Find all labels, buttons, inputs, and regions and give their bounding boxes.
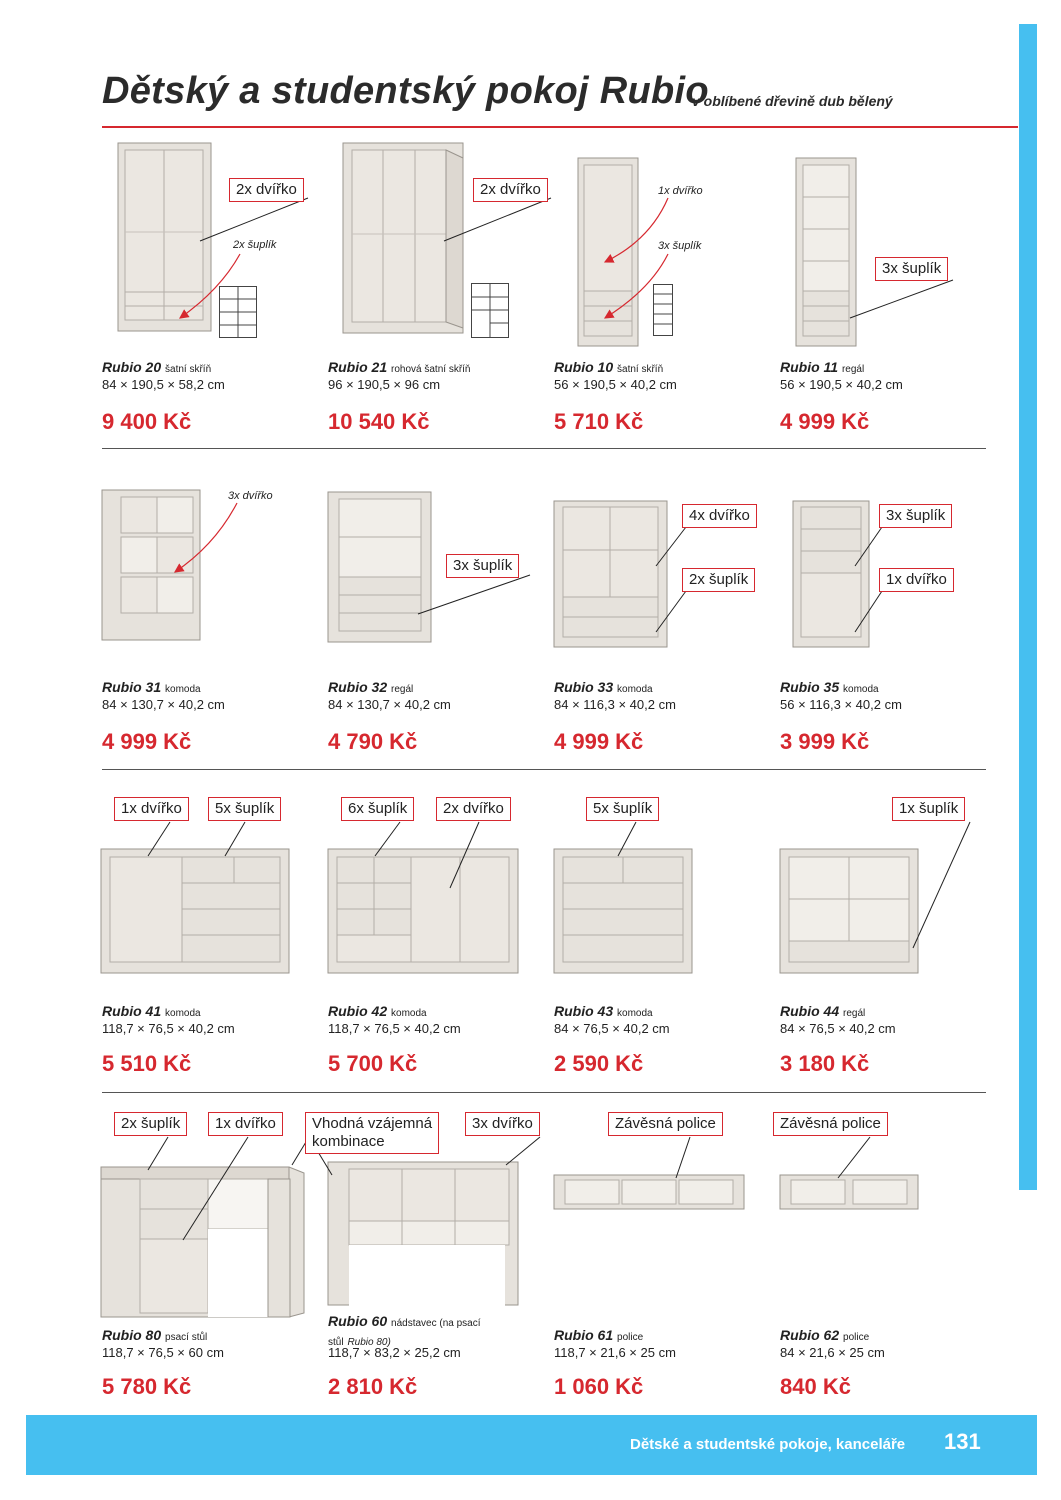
rubio-61-image xyxy=(553,1174,745,1210)
product-model: Rubio 44 xyxy=(780,1003,840,1019)
note-drawers: 2x šuplík xyxy=(233,239,277,251)
product-type: šatní skříň xyxy=(617,364,664,375)
product-price: 5 700 Kč xyxy=(328,1051,418,1076)
callout-combination-line1: Vhodná vzájemná xyxy=(312,1115,433,1132)
row-separator xyxy=(102,769,986,770)
callout-drawers: 5x šuplík xyxy=(208,797,281,821)
product-type: police xyxy=(843,1332,870,1343)
product-dimensions: 118,7 × 76,5 × 60 cm xyxy=(102,1345,224,1360)
product-price: 1 060 Kč xyxy=(554,1374,644,1399)
product-dimensions: 84 × 190,5 × 58,2 cm xyxy=(102,377,225,392)
product-dimensions: 56 × 190,5 × 40,2 cm xyxy=(780,377,903,392)
callout-doors: 1x dvířko xyxy=(208,1112,283,1136)
product-dimensions: 84 × 76,5 × 40,2 cm xyxy=(554,1021,670,1036)
product-price: 4 999 Kč xyxy=(780,409,870,434)
product-type: komoda xyxy=(617,1008,653,1019)
rubio-42-image xyxy=(327,845,519,975)
product-dimensions: 96 × 190,5 × 96 cm xyxy=(328,377,441,392)
product-price: 3 180 Kč xyxy=(780,1051,870,1076)
callout-combination-line2: kombinace xyxy=(312,1133,385,1150)
product-type: regál xyxy=(843,1008,866,1019)
product-model: Rubio 32 xyxy=(328,679,388,695)
product-model: Rubio 62 xyxy=(780,1327,840,1343)
product-model: Rubio 41 xyxy=(102,1003,162,1019)
rubio-20-layout-icon xyxy=(219,286,257,338)
product-dimensions: 84 × 130,7 × 40,2 cm xyxy=(102,697,225,712)
rubio-31-image xyxy=(101,489,201,641)
row-separator xyxy=(102,448,986,449)
product-name xyxy=(328,359,471,378)
rubio-32-image xyxy=(327,491,432,643)
product-model: Rubio 31 xyxy=(102,679,162,695)
product-type: psací stůl xyxy=(165,1332,208,1343)
callout-drawers: 3x šuplík xyxy=(875,257,948,281)
product-name xyxy=(102,359,211,378)
callout-doors: 4x dvířko xyxy=(682,504,757,528)
product-price: 5 780 Kč xyxy=(102,1374,192,1399)
product-model: Rubio 61 xyxy=(554,1327,614,1343)
product-dimensions: 84 × 76,5 × 40,2 cm xyxy=(780,1021,896,1036)
note-drawers: 3x šuplík xyxy=(658,240,702,252)
product-price: 5 710 Kč xyxy=(554,409,644,434)
product-name xyxy=(102,1327,207,1346)
callout-combination xyxy=(305,1112,439,1154)
product-type: nádstavec (na psací xyxy=(391,1318,481,1329)
product-type: komoda xyxy=(617,684,653,695)
callout-doors: 2x dvířko xyxy=(229,178,304,202)
rubio-21-layout-icon xyxy=(471,283,509,338)
callout-drawers: 5x šuplík xyxy=(586,797,659,821)
product-model: Rubio 21 xyxy=(328,359,388,375)
product-price: 4 999 Kč xyxy=(102,729,192,754)
product-name xyxy=(780,679,879,698)
product-model: Rubio 20 xyxy=(102,359,162,375)
note-doors: 1x dvířko xyxy=(658,185,703,197)
product-dimensions: 84 × 116,3 × 40,2 cm xyxy=(554,697,676,712)
rubio-80-image xyxy=(100,1163,305,1318)
title-rule xyxy=(102,126,1018,128)
product-price: 4 999 Kč xyxy=(554,729,644,754)
product-name xyxy=(328,1003,427,1022)
product-price: 840 Kč xyxy=(780,1374,851,1399)
product-name xyxy=(102,679,201,698)
product-model: Rubio 42 xyxy=(328,1003,388,1019)
callout-wall-shelf: Závěsná police xyxy=(608,1112,723,1136)
product-type: šatní skříň xyxy=(165,364,212,375)
product-name xyxy=(102,1003,201,1022)
rubio-41-image xyxy=(100,845,290,975)
callout-drawers: 1x šuplík xyxy=(892,797,965,821)
rubio-33-image xyxy=(553,500,668,648)
product-type: police xyxy=(617,1332,644,1343)
product-type: regál xyxy=(841,364,865,375)
product-model: Rubio 43 xyxy=(554,1003,614,1019)
product-name xyxy=(554,1327,643,1346)
product-dimensions: 56 × 190,5 × 40,2 cm xyxy=(554,377,677,392)
rubio-44-image xyxy=(779,845,919,975)
product-dimensions: 118,7 × 76,5 × 40,2 cm xyxy=(102,1021,235,1036)
product-name xyxy=(780,1003,865,1022)
product-name xyxy=(780,359,864,378)
product-price: 9 400 Kč xyxy=(102,409,192,434)
product-dimensions: 84 × 21,6 × 25 cm xyxy=(780,1345,885,1360)
product-model: Rubio 10 xyxy=(554,359,614,375)
rubio-20-image xyxy=(117,142,212,332)
product-dimensions: 84 × 130,7 × 40,2 cm xyxy=(328,697,451,712)
page-number: 131 xyxy=(944,1429,981,1454)
product-model: Rubio 35 xyxy=(780,679,840,695)
page-subtitle: v oblíbené dřevině dub bělený xyxy=(692,93,893,109)
product-price: 10 540 Kč xyxy=(328,409,430,434)
product-price: 3 999 Kč xyxy=(780,729,870,754)
callout-doors: 1x dvířko xyxy=(114,797,189,821)
callout-doors: 2x dvířko xyxy=(473,178,548,202)
note-doors: 3x dvířko xyxy=(228,490,273,502)
footer-section-title: Dětské a studentské pokoje, kanceláře xyxy=(630,1436,906,1453)
callout-drawers: 3x šuplík xyxy=(879,504,952,528)
rubio-10-image xyxy=(577,157,639,347)
callout-drawers: 3x šuplík xyxy=(446,554,519,578)
rubio-10-layout-icon xyxy=(653,284,673,336)
product-type-ref: Rubio 80) xyxy=(347,1337,391,1348)
side-accent-bar xyxy=(1019,24,1037,1190)
rubio-43-image xyxy=(553,845,693,975)
callout-doors: 1x dvířko xyxy=(879,568,954,592)
callout-drawers: 2x šuplík xyxy=(682,568,755,592)
product-type: komoda xyxy=(165,1008,201,1019)
product-model: Rubio 33 xyxy=(554,679,614,695)
product-name xyxy=(780,1327,869,1346)
product-type: rohová šatní skříň xyxy=(391,364,471,375)
callout-doors: 3x dvířko xyxy=(465,1112,540,1136)
product-price: 4 790 Kč xyxy=(328,729,418,754)
product-price: 2 590 Kč xyxy=(554,1051,644,1076)
product-type-cont: stůl xyxy=(328,1337,344,1348)
callout-wall-shelf: Závěsná police xyxy=(773,1112,888,1136)
product-type: komoda xyxy=(165,684,201,695)
product-type: komoda xyxy=(391,1008,427,1019)
product-model: Rubio 60 xyxy=(328,1313,388,1329)
product-dimensions: 118,7 × 21,6 × 25 cm xyxy=(554,1345,676,1360)
product-name xyxy=(554,679,653,698)
page-title: Dětský a studentský pokoj Rubio xyxy=(102,70,709,112)
callout-drawers: 2x šuplík xyxy=(114,1112,187,1136)
rubio-60-image xyxy=(327,1161,519,1306)
product-dimensions: 118,7 × 83,2 × 25,2 cm xyxy=(328,1345,461,1360)
callout-doors: 2x dvířko xyxy=(436,797,511,821)
product-type: regál xyxy=(391,684,414,695)
product-model: Rubio 11 xyxy=(780,359,839,375)
product-price: 5 510 Kč xyxy=(102,1051,192,1076)
rubio-21-image xyxy=(342,142,464,334)
product-price: 2 810 Kč xyxy=(328,1374,418,1399)
product-name xyxy=(554,1003,653,1022)
product-name xyxy=(328,679,413,698)
rubio-62-image xyxy=(779,1174,919,1210)
product-dimensions: 56 × 116,3 × 40,2 cm xyxy=(780,697,902,712)
product-type: komoda xyxy=(843,684,879,695)
product-name xyxy=(554,359,663,378)
product-model: Rubio 80 xyxy=(102,1327,162,1343)
product-dimensions: 118,7 × 76,5 × 40,2 cm xyxy=(328,1021,461,1036)
row-separator xyxy=(102,1092,986,1093)
callout-drawers: 6x šuplík xyxy=(341,797,414,821)
rubio-35-image xyxy=(792,500,870,648)
rubio-11-image xyxy=(795,157,857,347)
